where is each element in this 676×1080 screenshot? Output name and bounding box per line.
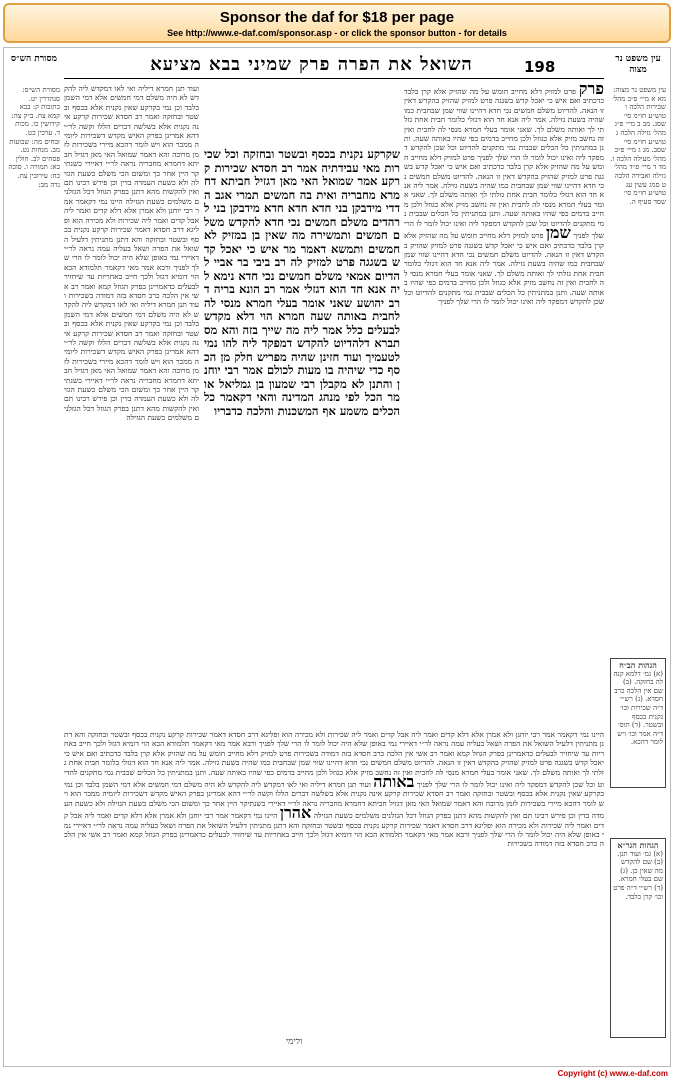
rashi-heading-shmuel: שמן xyxy=(545,223,571,243)
bottom-commentary-text-cont: פרט למזיק דלא מחייב חומש על מה שהזיק אלא קרן בלבד כדכתיב ואם איש כי יאכל קדש בשגגה פרט למזיק שהזיק בהקדש דאין זו הנאה. להדיוט משלם חמשים נכי חדא דהיינו שווי שמן שבחבית כמו שהיה בשעת גזילה. אמר ליה אנא חד הוא דגזלי כלומר חבית אחת גזלתי לך ואותה משלם לך. שאני אומר בעלי חמרא מנסי לה לחבית ואין זה נחשב מזיק אלא כגוזל ולכן מחייב בדמים כפי שהיו באותה שעה. ותנן במתניתין כל הכלים שבבית נמי מתקנים להדיוט וכל שכן להקדש דמפקד ליה ואינו יכול לומר לו הרי שלך לפניך xyxy=(64,748,604,790)
hagahot-gra-box xyxy=(610,838,666,1038)
sponsor-subtitle[interactable]: See http://www.e-daf.com/sponsor.asp - or click the sponsor button - for details xyxy=(167,28,507,38)
tosafot-text-cont2: ועוד תנן חמרא דיליה ואי לאו דמקדש ליה להקדש לא היה משלם דמי חמשים אלא דמי השמן בלבד וכן נמי בקרקע שאין נקנית אלא בכסף ובשטר ובחזקה ואמר רב חסדא שכירות קרקע אינה נקנית אלא בשלשה דברים הללו וקשה לר״י דהא אמרינן בפרק האיש מקדש דשכירות ליומיה ממכר הוא ויש לומר דהכא מיירי בשכירות לזמן מרובה והא דאמר שמואל האי מאן דגזיל חביתא דחמרא מחבריה נראה לר״י דאיירי כשנתיקר היין אחר כך ומשום הכי משלם כשעת הגזילה ולא כשעת העמדה בדין וכן פירש רבינו תם ואין להקשות מהא דתנן בפרק הגוזל דכל הגזלנים משלמים כשעת הגזילה xyxy=(64,290,199,423)
hagahot-gra-heading: הגהות הגר״א xyxy=(617,840,659,850)
talmud-page xyxy=(3,47,671,1067)
gemara-block xyxy=(204,148,400,723)
bottom-commentary-text-cont2: ועוד תנן חמרא דיליה ואי לאו דמקדש ליה להקדש לא היה משלם דמי חמשים אלא דמי השמן בלבד וכן נמי בקרקע שאין נקנית אלא בכסף ובשטר ובחזקה ואמר רב חסדא שכירות קרקע אינה נקנית אלא בשלשה דברים הללו וקשה לר״י דהא אמרינן בפרק האיש מקדש דשכירות ליומיה ממכר הוא ויש לומר דהכא מיירי בשכירות לזמן מרובה והא דאמר שמואל האי מאן דגזיל חביתא דחמרא מחבריה נראה לר״י דאיירי כשנתיקר היין אחר כך ומשום הכי משלם כשעת הגזילה ולא כשעת העמדה בדין וכן פירש רבינו תם ואין להקשות מהא דתנן בפרק הגוזל דכל הגזלנים משלמים כשעת הגזילה xyxy=(64,780,604,821)
ein-mishpat-heading: עין משפט נר מצוה xyxy=(615,54,661,75)
rashi-text-cont: פרט למזיק דלא מחייב חומש על מה שהזיק אלא קרן בלבד כדכתיב ואם איש כי יאכל קדש בשגגה פרט למזיק שהזיק בהקדש דאין זו הנאה. להדיוט משלם חמשים נכי חדא דהיינו שווי שמן שבחבית כמו שהיה בשעת גזילה. אמר ליה אנא חד הוא דגזלי כלומר חבית אחת גזלתי לך ואותה משלם לך. שאני אומר בעלי חמרא מנסי לה לחבית ואין זה נחשב מזיק אלא כגוזל ולכן מחייב בדמים כפי שהיו באותה שעה. ותנן במתניתין כל הכלים שבבית נמי מתקנים להדיוט וכל שכן להקדש דמפקד ליה ואינו יכול לומר לו הרי שלך לפניך xyxy=(404,152,604,241)
hagahot-bach-box xyxy=(610,658,666,788)
rashi-text-cont2: פרט למזיק דלא מחייב חומש על מה שהזיק אלא קרן בלבד כדכתיב ואם איש כי יאכל קדש בשגגה פרט למזיק שהזיק בהקדש דאין זו הנאה. להדיוט משלם חמשים נכי חדא דהיינו שווי שמן שבחבית כמו שהיה בשעת גזילה. אמר ליה אנא חד הוא דגזלי כלומר חבית אחת גזלתי לך ואותה משלם לך. שאני אומר בעלי חמרא מנסי לה לחבית ואין זה נחשב מזיק אלא כגוזל ולכן מחייב בדמים כפי שהיו באותה שעה. ותנן במתניתין כל הכלים שבבית נמי מתקנים להדיוט וכל שכן להקדש דמפקד ליה ואינו יכול לומר לו הרי שלך לפניך xyxy=(404,231,604,306)
rashi-opening-word: פרק xyxy=(578,84,604,98)
hagahot-bach-text: (א) גמ׳ דלמא קנה לה בחזקה. (ב) שם אין הלכה כרב חסדא. (ג) רש״י ד״ה שכירות וכו׳ נקנית בכסף ובשטר. (ד) תוס׳ ד״ה אמר וכו׳ ויש לומר דהכא. xyxy=(613,669,663,747)
catchword: ולימי xyxy=(285,1038,303,1047)
sponsor-title[interactable]: Sponsor the daf for $18 per page xyxy=(219,9,455,26)
bottom-heading-beotah: באותה xyxy=(373,772,415,792)
mesorah-column xyxy=(8,86,60,1046)
bottom-commentary-text-cont3: היינו נמי דקאמר אמר רבי יוחנן ולא אמרן אלא דלא קדים ואמר ליה אבל קדים ואמר ליה שכירות ולא מכירה הוא ופליגא דרב חסדא דאמר שכירות קרקע נקנית בכסף ובשטר ובחזקה והא דתנן מתניתין דלעיל השואל את הפרה ושאל בעליה עמה נראה לר״י דאיירי נמי באופן שלא היה יכול לומר לו הרי שלך לפניך ורבא אמר מאי דקאמר תלמודא הכא הוי דומיא דגזל ולכך חייב באחריות עד שיחזיר לבעלים כדאמרינן בפרק הגוזל קמא ואמר רב אשי אין הלכה כרב חסדא בזה דמודה בשכירות xyxy=(64,811,604,849)
copyright-notice[interactable]: Copyright (c) www.e-daf.com xyxy=(557,1069,668,1078)
bottom-heading-aharon: אהרן xyxy=(279,803,312,823)
page-number: 198 xyxy=(524,58,556,76)
tosafot-text: ועוד תנן חמרא דיליה ואי לאו דמקדש ליה להקדש לא היה משלם דמי חמשים אלא דמי השמן בלבד וכן נמי בקרקע שאין נקנית אלא בכסף ובשטר ובחזקה ואמר רב חסדא שכירות קרקע אינה נקנית אלא בשלשה דברים הללו וקשה לר״י דהא אמרינן בפרק האיש מקדש דשכירות ליומיה ממכר הוא ויש לומר דהכא מיירי בשכירות לזמן מרובה והא דאמר שמואל האי מאן דגזיל חביתא דחמרא מחבריה נראה לר״י דאיירי כשנתיקר היין אחר כך ומשום הכי משלם כשעת הגזילה ולא כשעת העמדה בדין וכן פירש רבינו תם ואין להקשות מהא דתנן בפרק הגוזל דכל הגזלנים משלמים כשעת הגזילה xyxy=(64,84,199,206)
page-title: השואל את הפרה פרק שמיני בבא מציעא xyxy=(150,54,473,75)
header-rule xyxy=(64,78,604,79)
bottom-commentary xyxy=(64,730,604,1030)
sponsor-banner[interactable] xyxy=(3,3,671,43)
rashi-text: פרט למזיק דלא מחייב חומש על מה שהזיק אלא קרן בלבד כדכתיב ואם איש כי יאכל קדש בשגגה פרט למזיק שהזיק בהקדש דאין זו הנאה. להדיוט משלם חמשים נכי חדא דהיינו שווי שמן שבחבית כמו שהיה בשעת גזילה. אמר ליה אנא חד הוא דגזלי כלומר חבית אחת גזלתי לך ואותה משלם לך. שאני אומר בעלי חמרא מנסי לה לחבית ואין זה נחשב מזיק אלא כגוזל ולכן מחייב בדמים כפי שהיו באותה שעה. ותנן במתניתין כל הכלים שבבית נמי מתקנים להדיוט וכל שכן להקדש דמפקד ליה ואינו יכול לומר לו הרי שלך לפניך xyxy=(404,87,604,162)
mesorah-text: מסורת הש״ס: סנהדרין יט. כתובות ק: בבא קמא צח. ב״ק צה: קידושין כו. מכות ד. ערכין כט. זבחים מה: שבועות מב. מנחות נט. פסחים לב. חולין כא: תמורה ו. סוכה כח: עירובין צח. נדה מב: xyxy=(8,86,60,189)
gemara-text: שקרקע נקנית בכסף ובשטר ובחזקה וכל שכירות מאי עבידתיה אמר רב חסדא שכירות קרקע אמר שמואל האי מאן דגזיל חביתא דחמרא מחבריה ואית בה חמשים תמרי אגב הדדי מידבקן בני חדא חדא חדא מידבקן בני לרהדים משלם חמשים נכי חדא להקדש משלם חמשים ותמשירה מה שאין בן במזיק לא חמשים ותמשא דאמר מר איש כי יאכל קדש בשגגה פרט למזיק לה רב ביבי בר אביי להדיום אמאי משלם חמשים נכי חדא נימא ליה אנא חד הוא דגזלי אמר רב הונא בריה דרב יהושע שאני אומר בעלי חמרא מנסי לה לחבית באותה שעה חמרא הוי דלא מקדש לבעלים כלל אמר ליה מה שייך בזה והא מסתברא דלהדיוט להקדש דמפקד ליה להו נמי לטעמיך ועוד חזינן שהיה מפריש חלק מן הכסף כדי שיהיה בו מעות לכולם אמר רבי יוחנן והתנן לא מקבלן רבי שמעון בן גמליאל אומר הכל לפי מנהג המדינה והאי דקאמר כל הכלים משמע אף המשכנות והלכה כדבריו xyxy=(204,148,400,418)
hagahot-gra-text: (א) גמ׳ ועוד תנן. (ב) שם להקדש מה שאין כן. (ג) שם בעלי חמרא. (ד) רש״י ד״ה פרט וכו׳ קרן בלבד. xyxy=(613,849,663,901)
tosafot-text-cont: היינו נמי דקאמר אמר רבי יוחנן ולא אמרן אלא דלא קדים ואמר ליה אבל קדים ואמר ליה שכירות ולא מכירה הוא ופליגא דרב חסדא דאמר שכירות קרקע נקנית בכסף ובשטר ובחזקה והא דתנן מתניתין דלעיל השואל את הפרה ושאל בעליה עמה נראה לר״י דאיירי נמי באופן שלא היה יכול לומר לו הרי שלך לפניך ורבא אמר מאי דקאמר תלמודא הכא הוי דומיא דגזל ולכך חייב באחריות עד שיחזיר לבעלים כדאמרינן בפרק הגוזל קמא ואמר רב אשי אין הלכה כרב חסדא בזה דמודה בשכירות xyxy=(64,196,199,300)
ein-mishpat-column xyxy=(610,86,666,646)
hagahot-bach-heading: הגהות הב״ח xyxy=(619,660,657,670)
bottom-commentary-text: היינו נמי דקאמר אמר רבי יוחנן ולא אמרן אלא דלא קדים ואמר ליה אבל קדים ואמר ליה שכירות ולא מכירה הוא ופליגא דרב חסדא דאמר שכירות קרקע נקנית בכסף ובשטר ובחזקה והא דתנן מתניתין דלעיל השואל את הפרה ושאל בעליה עמה נראה לר״י דאיירי נמי באופן שלא היה יכול לומר לו הרי שלך לפניך ורבא אמר מאי דקאמר תלמודא הכא הוי דומיא דגזל ולכך חייב באחריות עד שיחזיר לבעלים כדאמרינן בפרק הגוזל קמא ואמר רב אשי אין הלכה כרב חסדא בזה דמודה בשכירות xyxy=(64,730,604,758)
mesorah-heading: מסורת הש״ס xyxy=(11,54,57,64)
rashi-column xyxy=(404,84,604,724)
ein-mishpat-text: עין משפט נר מצוה: מא א מיי׳ פ״ב מהל׳ שכירות הלכה ו טוש״ע חו״מ סי׳ שסג. מב ב מיי׳ פ״ג מהל׳ גזילה הלכה ג טוש״ע חו״מ סי׳ שסב. מג ג מיי׳ פ״ב מהל׳ מעילה הלכה ז. מד ד מיי׳ פ״ד מהל׳ גזילה ואבידה הלכה ט סמג עשין עג טוש״ע חו״מ סי׳ שסד סעיף ה. xyxy=(610,86,666,206)
tosafot-column xyxy=(64,84,199,724)
